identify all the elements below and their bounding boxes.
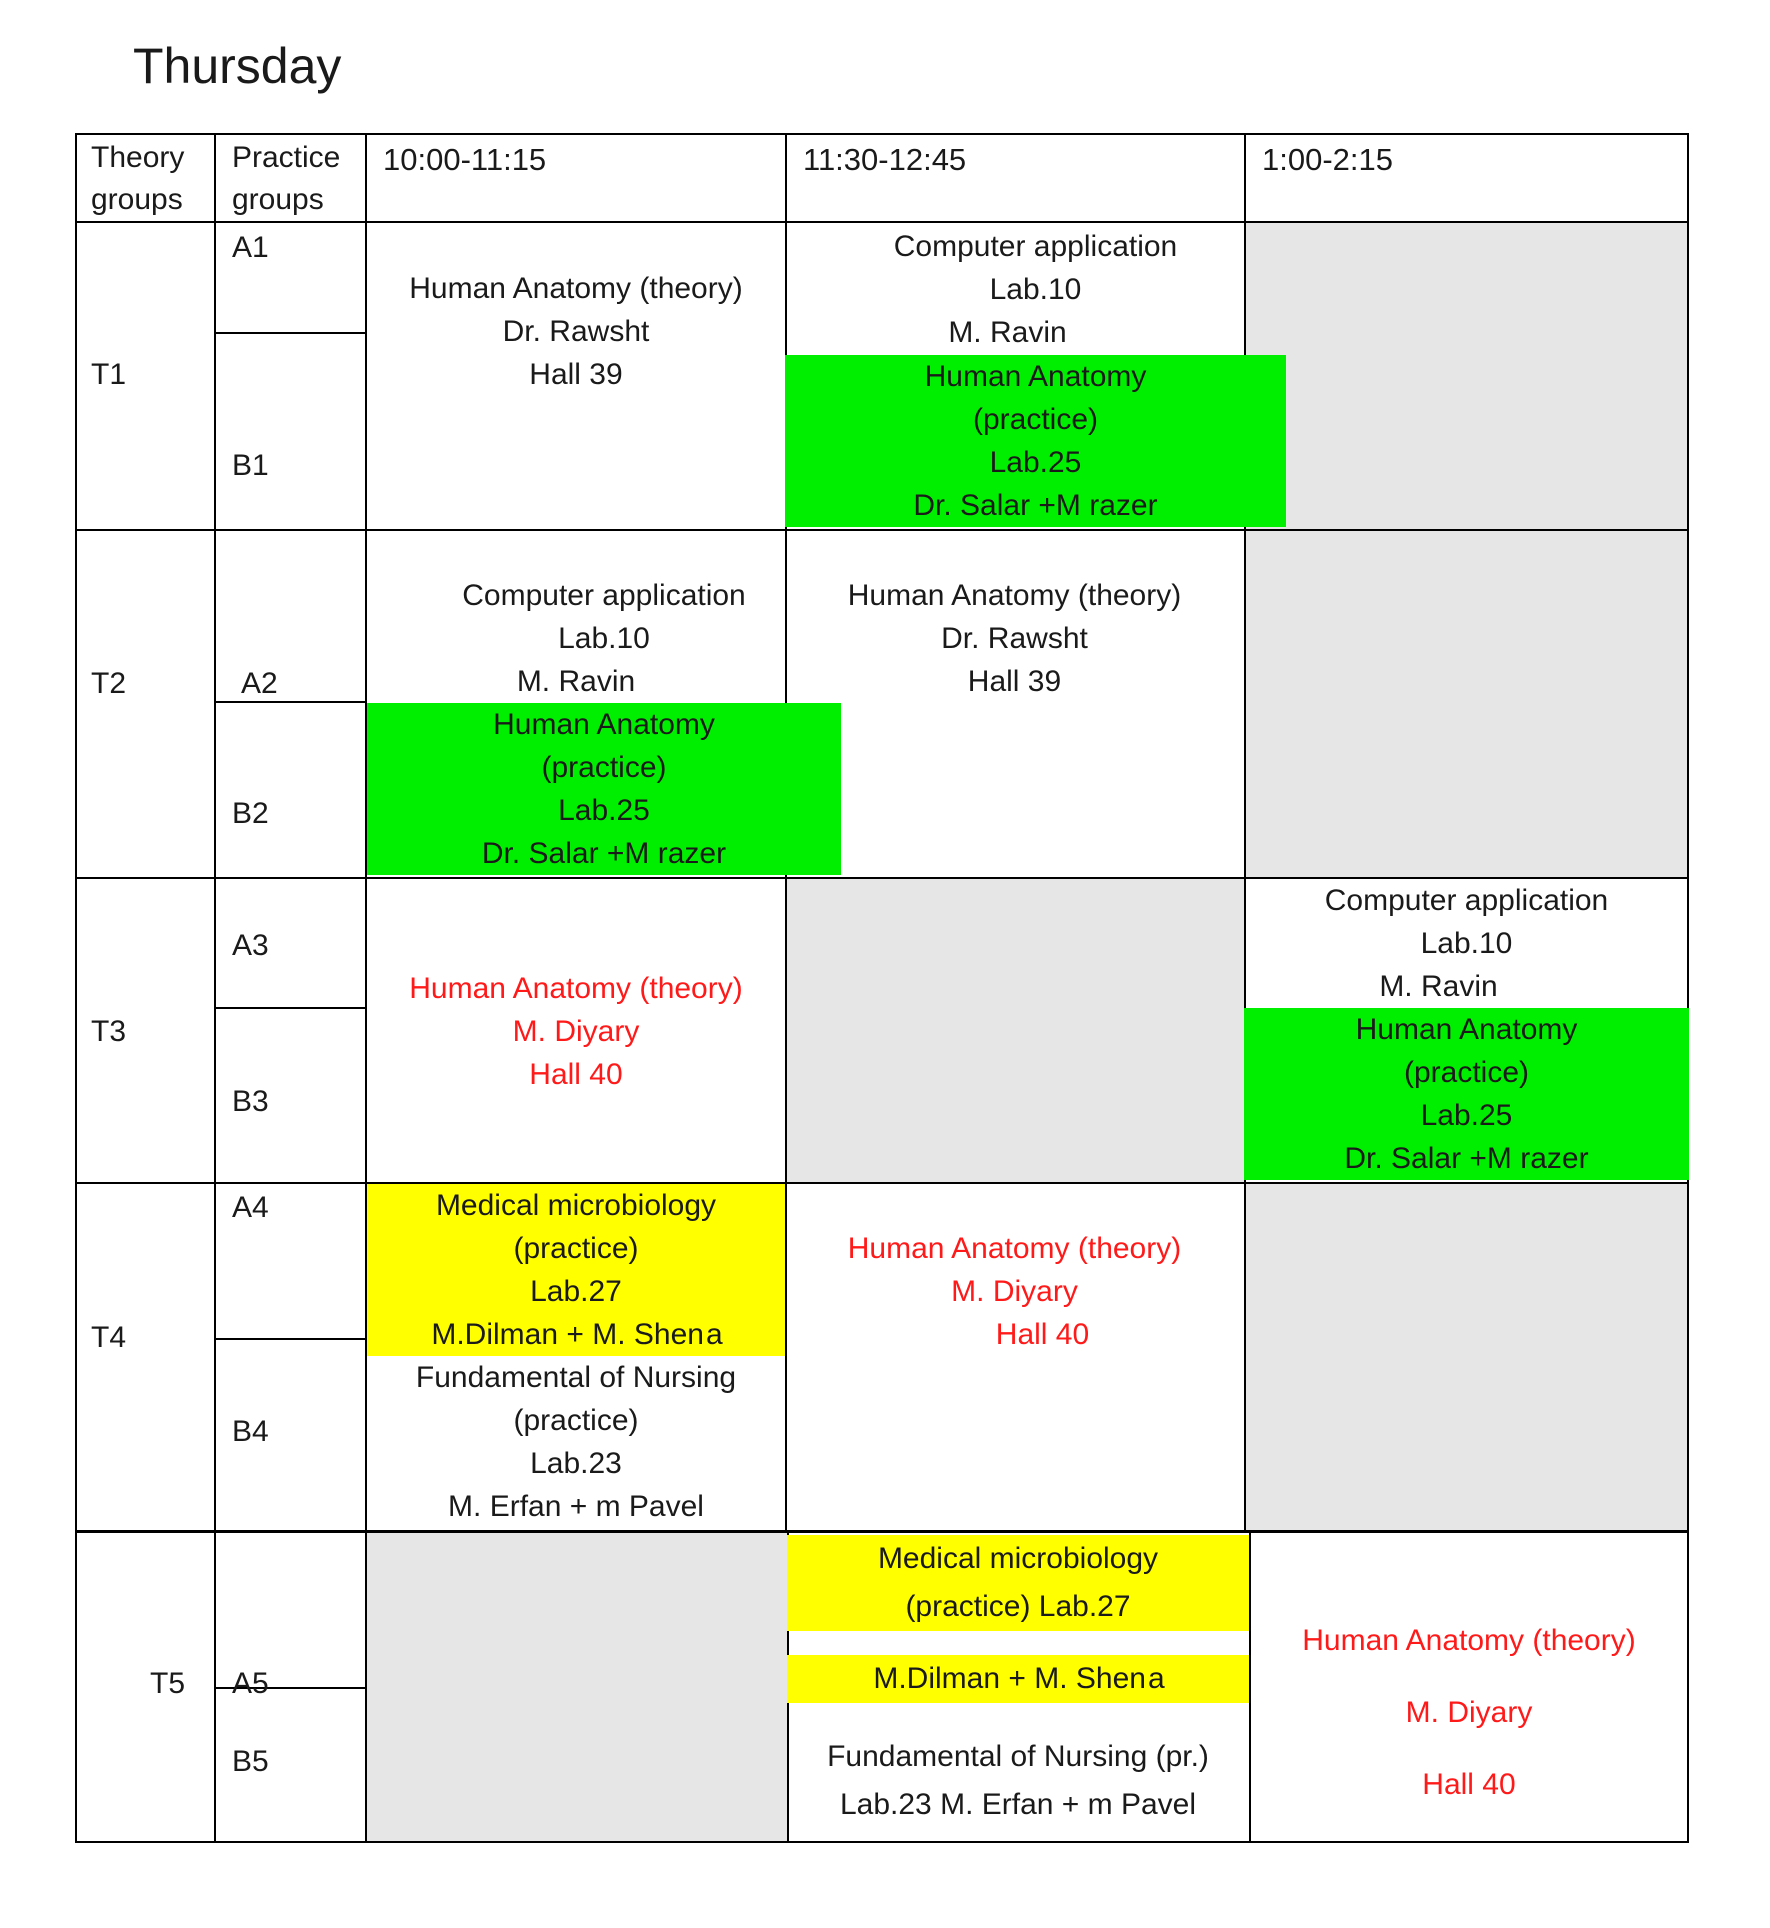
class-block-t1-slot1: Human Anatomy (theory) Dr. Rawsht Hall 39	[409, 272, 743, 391]
border	[75, 221, 1689, 223]
border	[75, 529, 1689, 531]
header-time-slot-2: 11:30-12:45	[803, 142, 967, 177]
class-block-t4-slot1: Fundamental of Nursing (practice) Lab.23 M. Erfan + m Pavel	[415, 1361, 737, 1523]
border	[214, 133, 216, 1843]
page-title: Thursday	[133, 38, 342, 94]
schedule-table	[75, 133, 1689, 1843]
practice-group-label: A1	[232, 231, 269, 264]
highlighted-practice-block-t5-slot2: Medical microbiology (practice) Lab.27 M.Dilman + M. Shena	[787, 1535, 1249, 1703]
border	[75, 133, 1689, 135]
class-block-t3-slot1: Human Anatomy (theory) M. Diyary Hall 40	[409, 972, 743, 1091]
practice-group-label: B4	[232, 1415, 269, 1448]
practice-group-label: B1	[232, 449, 269, 482]
border	[75, 133, 77, 1843]
practice-group-label: B3	[232, 1085, 269, 1118]
highlighted-practice-block-t1-slot2: Human Anatomy (practice) Lab.25 Dr. Salar +M razer	[785, 355, 1286, 527]
border	[214, 701, 365, 703]
border	[75, 1841, 1689, 1843]
border	[75, 1182, 1689, 1184]
highlighted-practice-block-t2-slot1: Human Anatomy (practice) Lab.25 Dr. Salar +M razer	[367, 703, 841, 875]
theory-group-label: T3	[91, 1015, 127, 1048]
border	[214, 1338, 365, 1340]
theory-group-label: T4	[91, 1321, 127, 1354]
highlighted-practice-block-t4-slot1: Medical microbiology (practice) Lab.27 M.Dilman + M. Shena	[367, 1184, 785, 1356]
practice-group-label: B2	[232, 797, 269, 830]
class-block-t2-slot1: Computer application Lab.10 M. Ravin	[462, 579, 746, 698]
empty-cell-t5-s1	[365, 1530, 787, 1843]
class-block-t3-slot3: Computer application Lab.10 M. Ravin	[1324, 884, 1609, 1003]
header-theory-groups: Theory groups	[91, 141, 185, 216]
practice-group-label: B5	[232, 1745, 269, 1778]
class-block-t5-slot2: Fundamental of Nursing (pr.) Lab.23 M. Erfan + m Pavel	[827, 1740, 1209, 1821]
border	[75, 1530, 1689, 1533]
empty-cell-t3-s2	[785, 877, 1244, 1182]
border	[214, 332, 365, 334]
header-time-slot-3: 1:00-2:15	[1262, 142, 1393, 177]
empty-cell-t2-s3	[1244, 529, 1689, 877]
border	[214, 1007, 365, 1009]
header-time-slot-1: 10:00-11:15	[383, 142, 547, 177]
class-block-t2-slot2: Human Anatomy (theory) Dr. Rawsht Hall 39	[847, 579, 1182, 698]
class-block-t5-slot3: Human Anatomy (theory) M. Diyary Hall 40	[1302, 1624, 1636, 1801]
class-block-t1-slot2: Computer application Lab.10 M. Ravin	[893, 230, 1178, 349]
theory-group-label: T5	[150, 1667, 186, 1700]
class-block-t4-slot2: Human Anatomy (theory) M. Diyary Hall 40	[847, 1232, 1182, 1351]
header-practice-groups: Practice groups	[232, 141, 341, 216]
practice-group-label: A2	[241, 667, 278, 700]
practice-group-label: A4	[232, 1191, 269, 1224]
practice-group-label: A3	[232, 929, 269, 962]
empty-cell-t1-s3	[1244, 221, 1689, 529]
practice-group-label: A5	[232, 1667, 269, 1700]
theory-group-label: T2	[91, 667, 127, 700]
highlighted-practice-block-t3-slot3: Human Anatomy (practice) Lab.25 Dr. Salar +M razer	[1244, 1008, 1689, 1180]
theory-group-label: T1	[91, 358, 127, 391]
empty-cell-t4-s3	[1244, 1182, 1689, 1530]
